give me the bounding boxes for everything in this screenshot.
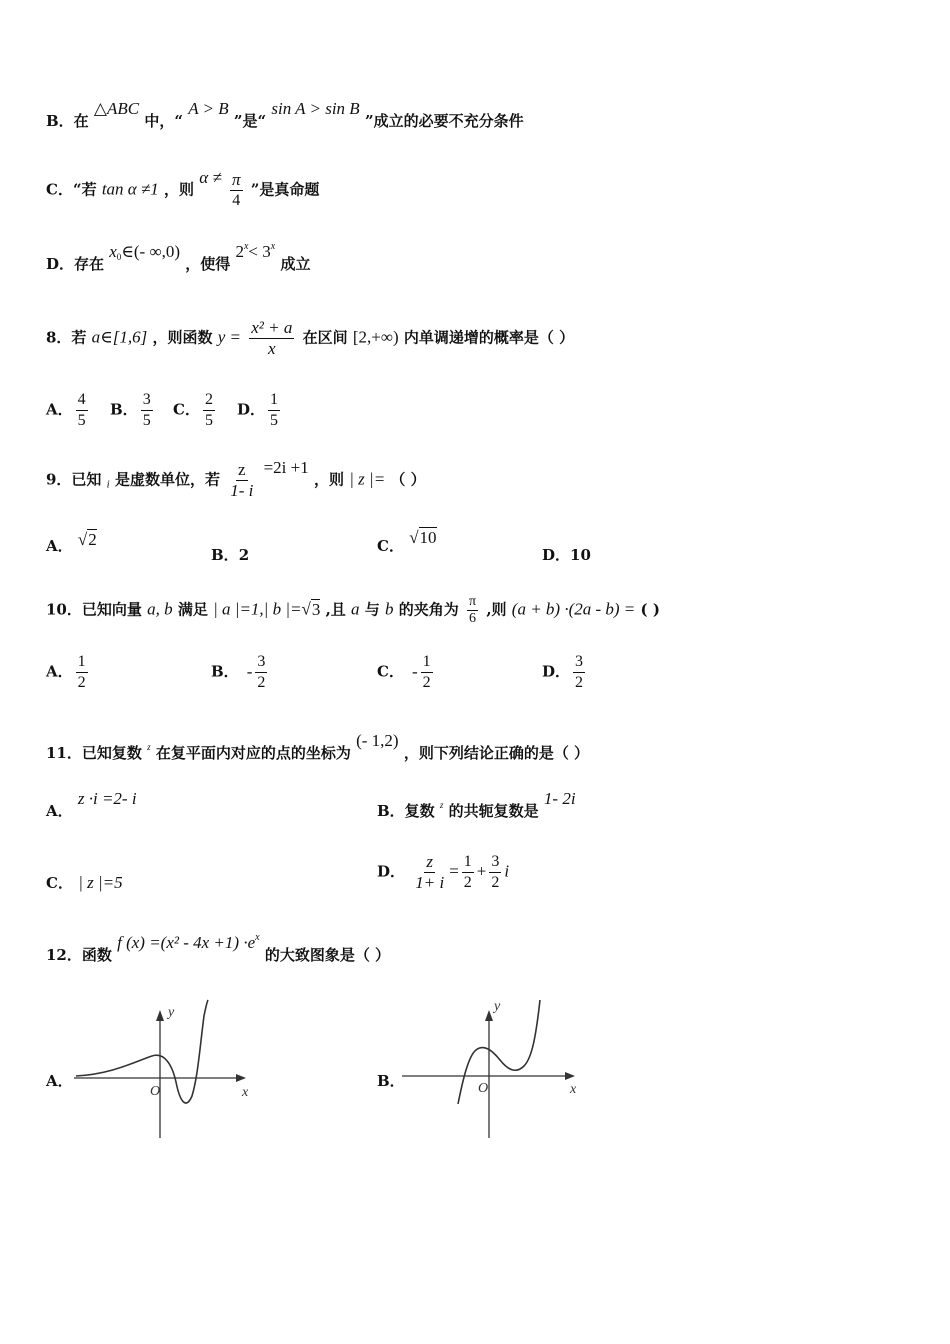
y-label: y — [168, 1005, 175, 1020]
y-axis-arrow — [485, 1010, 493, 1021]
x-axis-arrow — [236, 1074, 246, 1082]
curve-b — [458, 1000, 540, 1104]
q12-option-a-label: A． — [46, 1072, 73, 1090]
q8-option-b: B． $\frac{3}{5}$ — [110, 391, 151, 429]
q7-option-d: D．存在 $x_0\in(-$ ∞,0) ，使得 $2^x< 3^x$ 成立 — [46, 241, 311, 273]
pi-over-4: $\frac{\pi}{4}$ — [232, 170, 241, 209]
z-over-1-minus-i: $\frac{z}{1- i}$ — [230, 460, 254, 500]
q10-option-a: A． $\frac{1}{2}$ — [46, 653, 86, 691]
q10-option-c: C． - $\frac{1}{2}$ — [377, 653, 431, 691]
q10-option-d: D． $\frac{3}{2}$ — [542, 653, 584, 691]
condition-sin: sin A > sin B — [271, 99, 360, 118]
x-label: x — [242, 1085, 249, 1100]
q8-option-d: D． $\frac{1}{5}$ — [237, 391, 279, 429]
sqrt-10: √10 — [409, 528, 437, 547]
exponent-inequality: $2^x< 3^x$ — [235, 241, 276, 261]
q9-option-b: B．2 — [211, 546, 250, 564]
q10-option-b: B． - $\frac{3}{2}$ — [211, 653, 266, 691]
q11-option-a: A． z ·i =2- i — [46, 789, 137, 820]
y-label: y — [494, 999, 501, 1014]
pi-over-6: $\frac{\pi}{6}$ — [469, 594, 477, 626]
q11-option-c: C． | z |=5 — [46, 873, 123, 892]
y-axis-arrow — [156, 1010, 164, 1021]
q12-graph-a — [72, 996, 272, 1146]
function-expression: f $(x) =(x^2 - 4x +1) \cdot e^x$ — [117, 932, 260, 952]
q12-graph-b — [400, 996, 600, 1146]
function-fraction: $\frac{\text{x² + a}}{x}$ — [251, 318, 293, 358]
origin-label: O — [478, 1081, 489, 1096]
origin-label: O — [150, 1084, 161, 1099]
q7-option-c: C．“若 tan α ≠1 ，则 α ≠ $\frac{\pi}{4}$ ”是真命题 — [46, 167, 320, 209]
q9-option-a: A． √2 — [46, 530, 97, 555]
sqrt-2: √2 — [77, 530, 97, 549]
q9-option-c: C． √10 — [377, 528, 437, 555]
condition-a-gt-b: A > B — [188, 99, 229, 118]
q8-option-a: A． $\frac{4}{5}$ — [46, 391, 86, 429]
q7-option-b: B．在 △ABC 中，“ A > B ”是“ sin A > sin B ”成立的必要不充分条件 — [46, 99, 524, 130]
q8-option-c: C． $\frac{2}{5}$ — [173, 391, 213, 429]
x-label: x — [570, 1082, 577, 1097]
q9-option-d: D．10 — [542, 546, 591, 564]
question-11: 11．已知复数 $^z$ 在复平面内对应的点的坐标为 (- 1,2) ，则下列结论正确的是（ ） — [46, 731, 590, 762]
x-axis-arrow — [565, 1072, 575, 1080]
question-10: 10．已知向量 a, b 满足 | a |=1,| b |=√3 ,且 a 与 b 的夹角为 $\frac{\pi}{6}$ ,则 (a + b) ·(2a - b) = ( ) — [46, 594, 660, 626]
q12-option-b-label: B． — [377, 1072, 405, 1090]
q11-option-b: B．复数 $^z$ 的共轭复数是 1- 2i — [377, 789, 576, 820]
q11-option-d: D． $\frac{z}{1+ i}$ = $\frac{1}{2}$ + $\frac{3}{2}$ i — [377, 852, 510, 892]
question-8: 8．若 a∈[1,6] ，则函数 y = $\frac{\text{x² + a}}{x}$ 在区间 [2,+∞) 内单调递增的概率是（ ） — [46, 318, 575, 358]
tan-expression: tan α ≠1 — [101, 179, 159, 199]
curve-a — [76, 1000, 208, 1103]
triangle-abc: △ABC — [93, 99, 140, 118]
question-9: 9．已知 $_i$ 是虚数单位，若 $\frac{z}{1- i}$ =2i +1 ，则 | z |= （ ） — [46, 457, 426, 500]
question-12: 12．函数 f $(x) =(x^2 - 4x +1) \cdot e^x$ 的大致图象是（ ） — [46, 932, 391, 964]
